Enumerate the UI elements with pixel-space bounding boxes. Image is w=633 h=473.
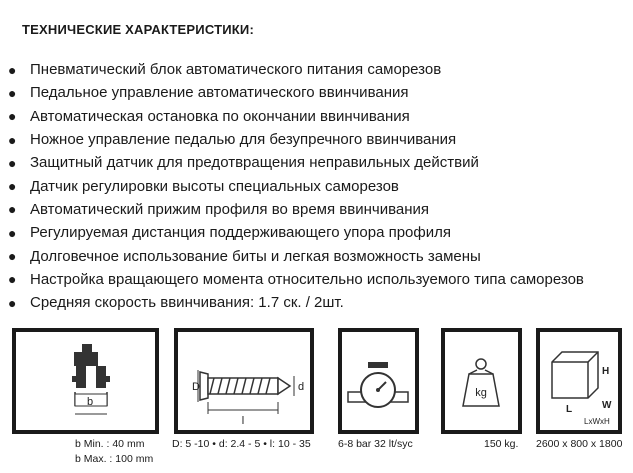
feature-item bbox=[8, 128, 584, 151]
feature-text: Пневматический блок автоматического питания саморезов bbox=[30, 61, 442, 79]
bullet-icon: ● bbox=[8, 154, 17, 171]
page-title: ТЕХНИЧЕСКИЕ ХАРАКТЕРИСТИКИ: bbox=[22, 22, 254, 37]
dim-L-label: L bbox=[566, 404, 573, 415]
feature-text: Настройка вращающего момента относительно используемого типа саморезов bbox=[30, 270, 584, 288]
profile-b-label: b bbox=[86, 396, 94, 408]
pressure-gauge-icon bbox=[342, 332, 415, 430]
feature-item bbox=[8, 151, 584, 174]
dim-W-label: W bbox=[602, 400, 612, 411]
feature-text: Автоматический прижим профиля во время ввинчивания bbox=[30, 200, 430, 218]
profile-min-caption: b Min. : 40 mm bbox=[75, 438, 145, 450]
weight-kg-label: kg bbox=[475, 387, 487, 399]
bullet-icon: ● bbox=[8, 271, 17, 288]
dim-LWH-label: LxWxH bbox=[584, 417, 610, 426]
feature-item bbox=[8, 174, 584, 197]
feature-item bbox=[8, 291, 584, 314]
feature-item bbox=[8, 221, 584, 244]
feature-item bbox=[8, 81, 584, 104]
bullet-icon: ● bbox=[8, 178, 17, 195]
dim-H-label: H bbox=[602, 366, 610, 377]
weight-icon bbox=[445, 332, 518, 430]
feature-item bbox=[8, 268, 584, 291]
screw-D-label: D bbox=[192, 381, 200, 393]
screw-caption: D: 5 -10 • d: 2.4 - 5 • l: 10 - 35 bbox=[172, 438, 311, 450]
profile-width-box bbox=[12, 328, 159, 434]
weight-box bbox=[441, 328, 522, 434]
feature-list bbox=[8, 58, 584, 314]
profile-max-caption: b Max. : 100 mm bbox=[75, 453, 154, 465]
dimensions-box bbox=[536, 328, 622, 434]
bullet-icon: ● bbox=[8, 84, 17, 101]
bullet-icon: ● bbox=[8, 131, 17, 148]
feature-item bbox=[8, 58, 584, 81]
screw-d-label: d bbox=[298, 381, 305, 393]
bullet-icon: ● bbox=[8, 294, 17, 311]
bullet-icon: ● bbox=[8, 201, 17, 218]
screw-dimensions-icon bbox=[178, 332, 310, 430]
air-caption: 6-8 bar 32 lt/syc bbox=[338, 438, 413, 450]
bullet-icon: ● bbox=[8, 248, 17, 265]
feature-text: Долговечное использование биты и легкая возможность замены bbox=[30, 247, 481, 265]
bullet-icon: ● bbox=[8, 108, 17, 125]
feature-text: Защитный датчик для предотвращения неправильных действий bbox=[30, 154, 479, 172]
feature-text: Автоматическая остановка по окончании ввинчивания bbox=[30, 107, 410, 125]
feature-item bbox=[8, 105, 584, 128]
size-caption: 2600 x 800 x 1800 bbox=[536, 438, 623, 450]
feature-text: Регулируемая дистанция поддерживающего упора профиля bbox=[30, 224, 451, 242]
air-pressure-box bbox=[338, 328, 419, 434]
feature-text: Датчик регулировки высоты специальных саморезов bbox=[30, 177, 399, 195]
profile-width-icon bbox=[16, 332, 155, 430]
dimensions-box-icon bbox=[540, 332, 618, 430]
screw-dimensions-box bbox=[174, 328, 314, 434]
feature-item bbox=[8, 244, 584, 267]
screw-l-label: l bbox=[241, 415, 245, 427]
feature-text: Ножное управление педалью для безупречного ввинчивания bbox=[30, 131, 457, 149]
bullet-icon: ● bbox=[8, 224, 17, 241]
feature-text: Педальное управление автоматического ввинчивания bbox=[30, 84, 409, 102]
feature-text: Средняя скорость ввинчивания: 1.7 ск. / 2шт. bbox=[30, 294, 344, 312]
bullet-icon: ● bbox=[8, 61, 17, 78]
weight-caption: 150 kg. bbox=[484, 438, 519, 450]
feature-item bbox=[8, 198, 584, 221]
